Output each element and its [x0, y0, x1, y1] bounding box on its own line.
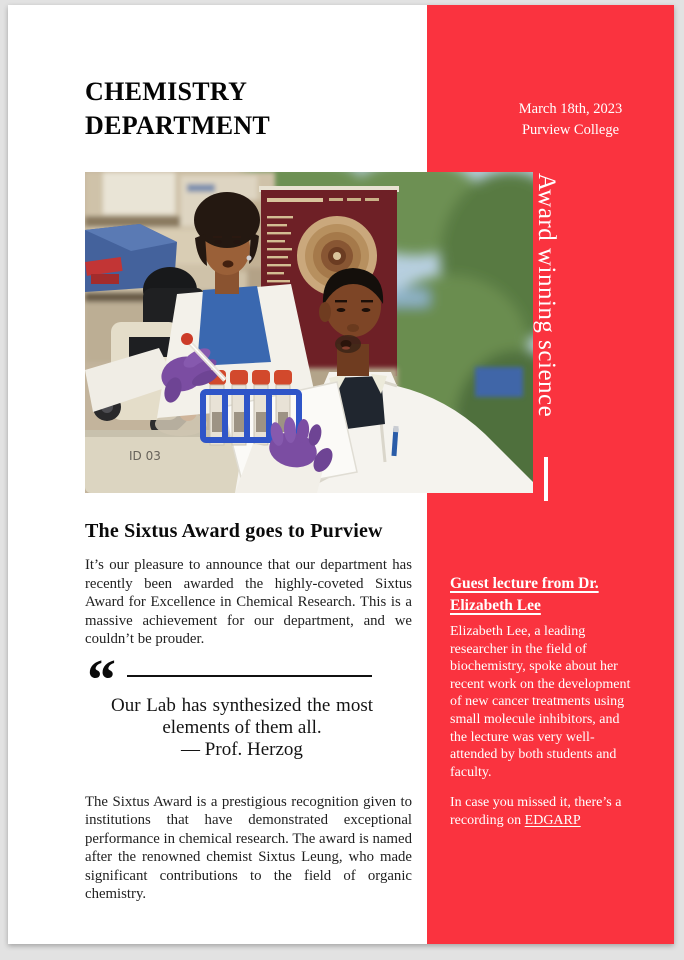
pull-quote: [85, 646, 412, 761]
quote-divider: [127, 675, 372, 677]
microscope-label: ID 03: [129, 449, 161, 463]
recording-note: [450, 794, 634, 829]
issue-info: [427, 99, 674, 141]
page-title: CHEMISTRY DEPARTMENT: [85, 77, 271, 140]
tagline-dash: [544, 457, 548, 501]
article-heading: The Sixtus Award goes to Purview: [85, 520, 383, 542]
quote-text: Our Lab has synthesized the most elements of them all.: [111, 694, 373, 738]
issue-institution: Purview College: [521, 122, 620, 138]
quote-mark-icon: “: [87, 646, 116, 712]
guest-lecture-body: Elizabeth Lee, a leading researcher in the field of biochemistry, spoke about her recent work on the development of new cancer treatments using small molecule inhibitors, and the lecture was very well-attended by both students and faculty.: [450, 624, 631, 780]
edgarp-link[interactable]: EDGARP: [524, 812, 581, 828]
guest-lecture-heading: Guest lecture from Dr. Elizabeth Lee: [450, 575, 599, 614]
article-main: [85, 518, 412, 904]
article-paragraph-2: The Sixtus Award is a prestigious recognition given to institutions that have demonstrated exceptional performance in chemical research. The award is named after the renowned chemist Sixtus Leung, who made significant contributions to the field of organic chemistry.: [85, 793, 412, 902]
guest-lecture-section: [450, 573, 634, 830]
newsletter-page: [8, 5, 674, 944]
article-paragraph-1: It’s our pleasure to announce that our department has recently been awarded the highly-coveted Sixtus Award for Excellence in Chemical Research. This is a massive achievement for our department, and we couldn’t be prouder.: [85, 557, 412, 647]
recording-note-text: In case you missed it, there’s a recording on: [450, 795, 622, 828]
lab-photo: [85, 172, 533, 493]
quote-attribution: — Prof. Herzog: [181, 738, 303, 760]
issue-date: March 18th, 2023: [518, 101, 623, 117]
vertical-tagline: Award winning science: [533, 173, 560, 418]
